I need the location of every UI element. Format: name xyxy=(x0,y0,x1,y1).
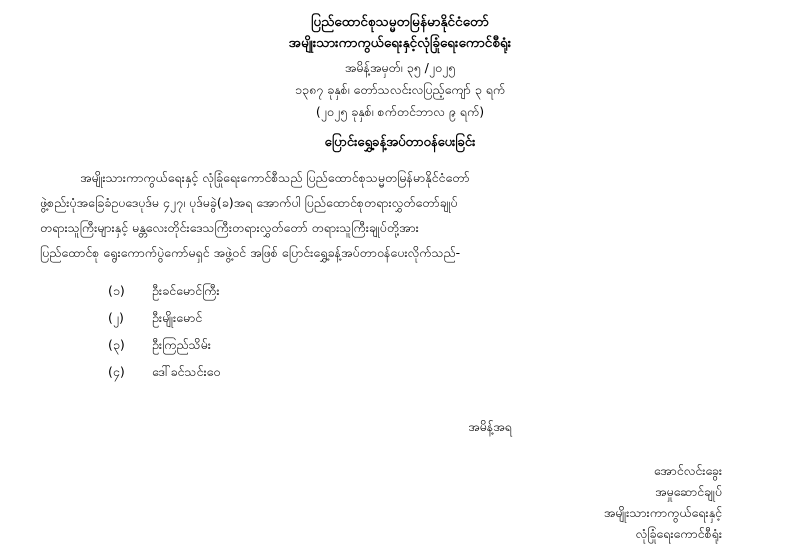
signatory-organization-line-1: အမျိုးသားကာကွယ်ရေးနှင့် xyxy=(603,505,722,520)
list-item xyxy=(40,277,760,304)
list-item-number: (၄) xyxy=(108,364,125,379)
list-item xyxy=(40,304,760,331)
body-paragraph-line-1 xyxy=(40,165,760,190)
list-item-number: (၃) xyxy=(108,337,125,352)
organization-line-1: ပြည်ထောင်စုသမ္မတမြန်မာနိုင်ငံတော် xyxy=(311,14,489,30)
list-item xyxy=(40,331,760,358)
list-item-number: (၂) xyxy=(108,310,124,325)
list-item-name: ဒေါ်ခင်သင်းဝေ xyxy=(152,364,221,379)
date-myanmar-calendar: ၁၃၈၇ ခုနှစ်၊ တော်သလင်းလပြည့်ကျော် ၃ ရက် xyxy=(294,82,506,97)
document-subject: ပြောင်းရွှေ့ခန့်အပ်တာဝန်ပေးခြင်း xyxy=(324,135,476,150)
signature-block xyxy=(40,460,760,544)
list-item-name: ဦးကြည်သိမ်း xyxy=(152,337,211,352)
body-paragraph-line-2: ဖွဲ့စည်းပုံအခြေခံဥပဒေပုဒ်မ ၄၂၇၊ ပုဒ်မခွဲ(ခ)အရ အောက်ပါ ပြည်ထောင်စုတရားလွှတ်တော်ချုပ် xyxy=(40,195,458,210)
list-item-name: ဦးခင်မောင်ကြီး xyxy=(152,283,220,298)
document-body xyxy=(40,165,760,265)
order-note: အမိန့်အရ xyxy=(468,419,512,434)
date-gregorian-calendar: (၂၀၂၅ ခုနှစ်၊ စက်တင်ဘာလ ၉ ရက်) xyxy=(315,104,485,119)
body-line-text: အမျိုးသားကာကွယ်ရေးနှင့် လုံခြုံရေးကောင်စီသည် ပြည်ထောင်စုသမ္မတမြန်မာနိုင်ငံတော် xyxy=(80,170,470,185)
organization-line-2: အမျိုးသားကာကွယ်ရေးနှင့်လုံခြုံရေးကောင်စီရုံး xyxy=(288,35,512,51)
order-reference-number: အမိန့်အမှတ်၊ ၃၅ /၂၀၂၅ xyxy=(344,60,456,75)
signatory-name: အောင်လင်းခွေး xyxy=(653,463,722,478)
body-paragraph-line-3: တရားသူကြီးများနှင့် မန္တလေးတိုင်းဒေသကြီးတရားလွှတ်တော် တရားသူကြီးချုပ်တို့အား xyxy=(40,220,419,235)
signatory-organization-line-2: လုံခြုံရေးကောင်စီရုံး xyxy=(635,526,722,541)
body-paragraph-line-4: ပြည်ထောင်စု ရွေးကောက်ပွဲကော်မရှင် အဖွဲ့ဝင် အဖြစ် ပြောင်းရွှေ့ခန့်အပ်တာဝန်ပေးလိုက်သည်- xyxy=(40,245,461,260)
signatory-title: အမှုဆောင်ချုပ် xyxy=(654,484,722,499)
list-item xyxy=(40,358,760,385)
list-item-name: ဦးမျိုးမောင် xyxy=(152,310,203,325)
appointee-list xyxy=(40,277,760,385)
document-header xyxy=(40,12,760,123)
list-item-number: (၁) xyxy=(108,283,125,298)
